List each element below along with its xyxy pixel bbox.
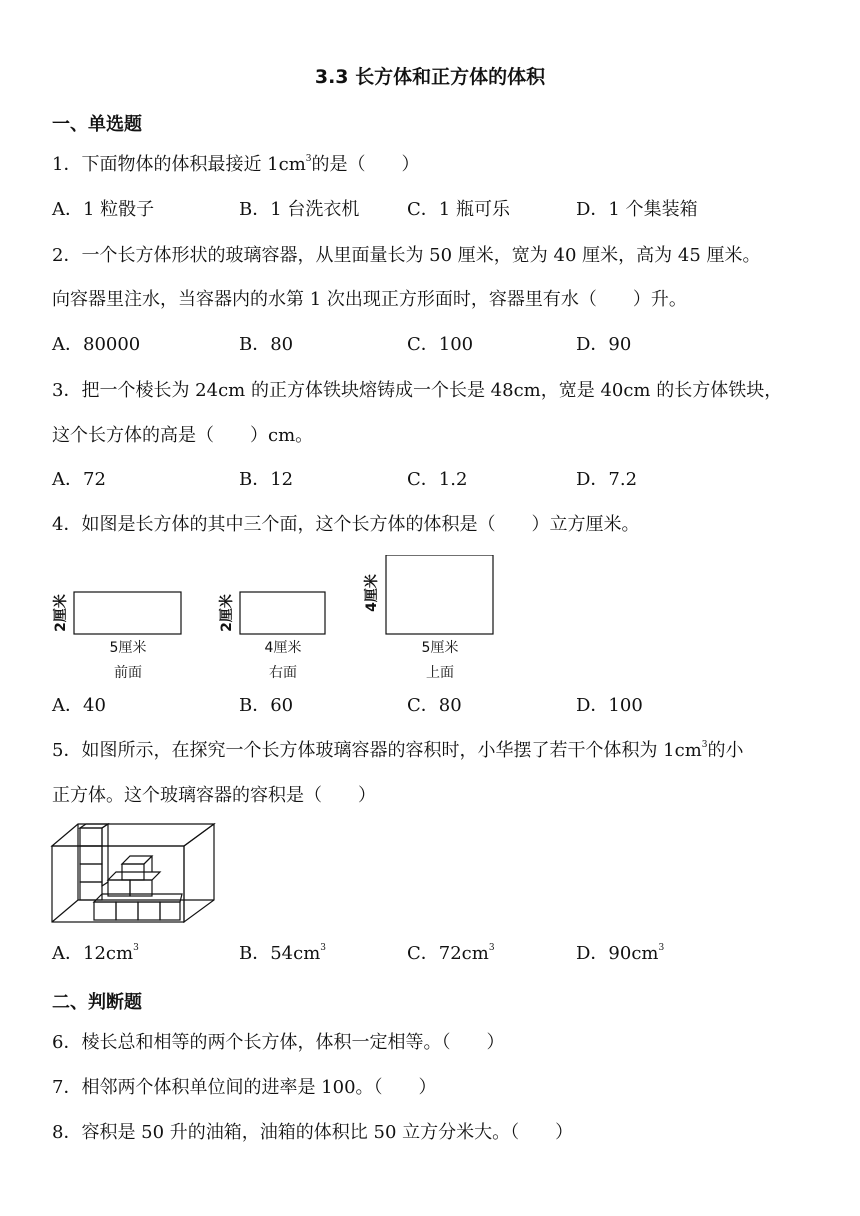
container-front-face [52,846,184,922]
question-3-line-2: 这个长方体的高是（ ）cm。 [52,425,314,446]
q3-option-d[interactable]: D．7.2 [576,469,638,490]
cube-column [80,824,108,900]
q1-option-c[interactable]: C．1 瓶可乐 [407,199,510,220]
section-heading-true-false: 二、判断题 [52,992,142,1013]
front-face-rect [74,592,181,634]
q5-option-c[interactable]: C．$72cm^3$ [407,943,495,964]
front-face-bottom-label: 5厘米 [109,640,147,656]
question-5-line-2: 正方体。这个玻璃容器的容积是（ ） [52,785,376,806]
question-5-line-1: 5．如图所示，在探究一个长方体玻璃容器的容积时，小华摆了若干个体积为 $1cm^3$的小 [52,740,744,761]
top-face-rect [386,555,493,634]
q4-option-a[interactable]: A．40 [52,695,106,716]
q3-option-b[interactable]: B．12 [239,469,294,490]
right-face-caption: 右面 [269,665,297,681]
q1-option-b[interactable]: B．1 台洗衣机 [239,199,360,220]
container-top-face [52,824,214,846]
container-right-face [184,824,214,922]
top-face-bottom-label: 5厘米 [421,640,459,656]
q3-option-c[interactable]: C．1.2 [407,469,468,490]
right-face-rect [240,592,325,634]
question-2-line-2: 向容器里注水，当容器内的水第 1 次出现正方形面时，容器里有水（ ）升。 [52,289,687,310]
front-face-side-label: 2厘米 [53,594,69,632]
container-left-bottom-edge [52,900,78,922]
cube-steps [108,856,160,896]
q2-option-c[interactable]: C．100 [407,334,474,355]
q4-option-c[interactable]: C．80 [407,695,462,716]
q4-face-diagram [40,555,540,690]
q5-option-d[interactable]: D．$90cm^3$ [576,943,665,964]
section-heading-single-choice: 一、单选题 [52,114,142,135]
question-3-line-1: 3．把一个棱长为 24cm 的正方体铁块熔铸成一个长是 48cm，宽是 40cm 的长方体铁块， [52,380,783,401]
q2-option-b[interactable]: B．80 [239,334,294,355]
q2-option-a[interactable]: A．80000 [52,334,141,355]
q1-option-d[interactable]: D．1 个集装箱 [576,199,698,220]
cube-row [94,894,182,920]
top-face-caption: 上面 [426,665,454,681]
question-7: 7．相邻两个体积单位间的进率是 100。（ ） [52,1077,437,1098]
q4-option-b[interactable]: B．60 [239,695,294,716]
top-face-side-label: 4厘米 [364,574,380,612]
q1-option-a[interactable]: A．1 粒骰子 [52,199,155,220]
page-title: 3.3 长方体和正方体的体积 [314,66,546,88]
question-1: 1．下面物体的体积最接近 $1cm^3$的是（ ） [52,154,420,175]
q5-option-a[interactable]: A．$12cm^3$ [52,943,139,964]
q5-option-b[interactable]: B．$54cm^3$ [239,943,327,964]
front-face-caption: 前面 [114,665,142,681]
q2-option-d[interactable]: D．90 [576,334,632,355]
question-8: 8．容积是 50 升的油箱，油箱的体积比 50 立方分米大。（ ） [52,1122,574,1143]
question-6: 6．棱长总和相等的两个长方体，体积一定相等。（ ） [52,1032,505,1053]
right-face-side-label: 2厘米 [219,594,235,632]
question-2-line-1: 2．一个长方体形状的玻璃容器，从里面量长为 50 厘米，宽为 40 厘米，高为 45 厘米。 [52,245,761,266]
q4-option-d[interactable]: D．100 [576,695,643,716]
q5-container-diagram [48,820,220,928]
question-4: 4．如图是长方体的其中三个面，这个长方体的体积是（ ）立方厘米。 [52,514,640,535]
right-face-bottom-label: 4厘米 [264,640,302,656]
q3-option-a[interactable]: A．72 [52,469,106,490]
